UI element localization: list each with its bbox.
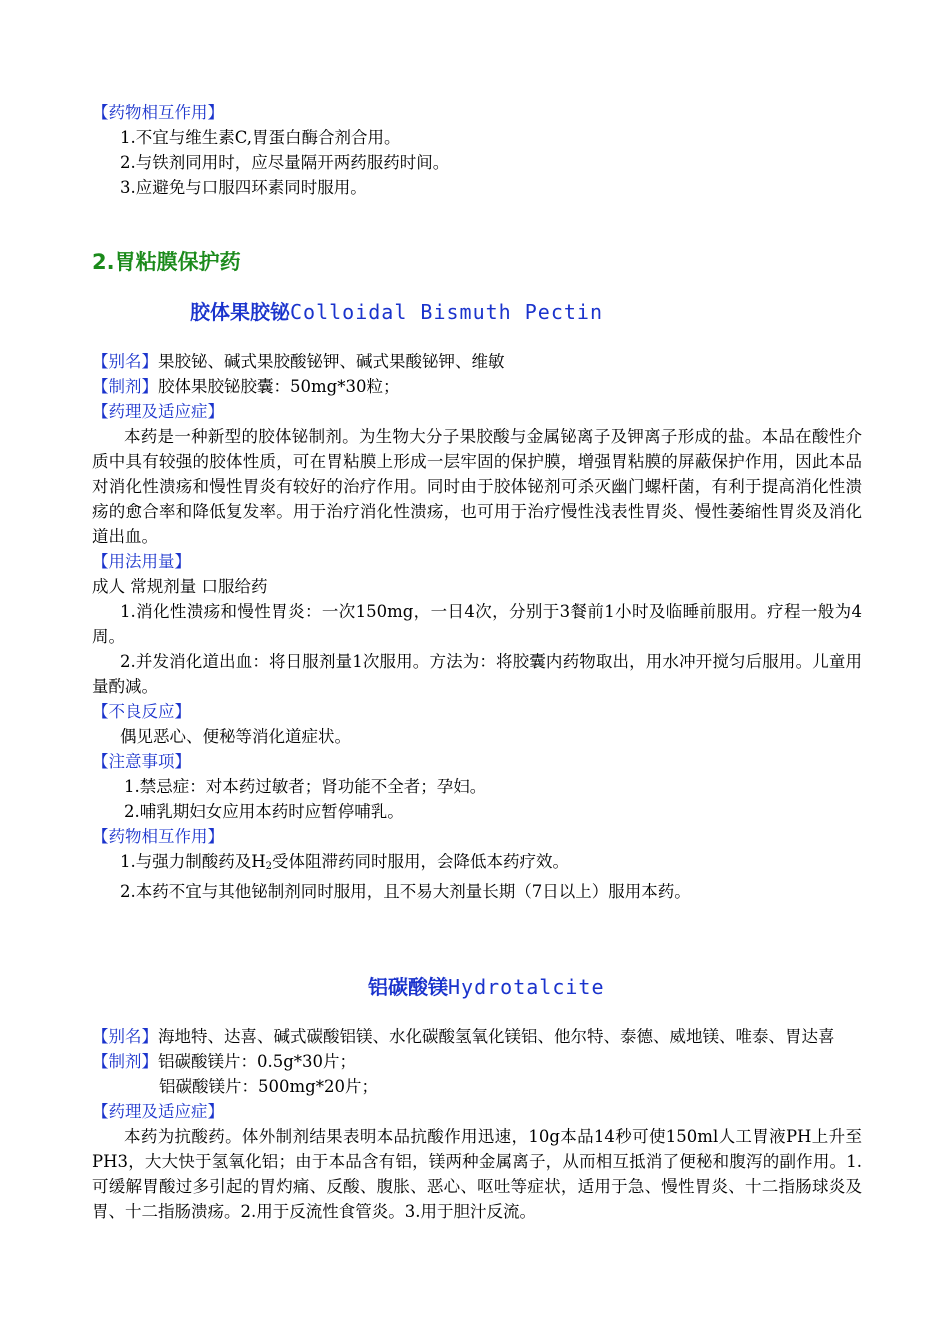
prep-text: 铝碳酸镁片：0.5g*30片；: [158, 1052, 357, 1071]
usage-item: 2.并发消化道出血：将日服剂量1次服用。方法为：将胶囊内药物取出，用水冲开搅匀后服用。儿童用量酌减。: [92, 652, 862, 696]
interaction-text: 受体阻滞药同时服用，会降低本药疗效。: [272, 852, 570, 871]
document-page: [92, 100, 862, 1224]
drug-name-cn: 铝碳酸镁: [368, 975, 448, 999]
pharm-heading: 【药理及适应症】: [92, 1102, 224, 1121]
alias-text: 海地特、达喜、碱式碳酸铝镁、水化碳酸氢氧化镁铝、他尔特、泰德、威地镁、唯泰、胃达喜: [158, 1027, 835, 1046]
caution-item: 2.哺乳期妇女应用本药时应暂停哺乳。: [124, 802, 404, 821]
drug-title: [92, 297, 862, 327]
interaction-item: 2.与铁剂同用时，应尽量隔开两药服药时间。: [120, 153, 450, 172]
pharm-text: 本药为抗酸药。体外制剂结果表明本品抗酸作用迅速，10g本品14秒可使150ml人工胃液PH上升至PH3，大大快于氢氧化铝；由于本品含有铝，镁两种金属离子，从而相互抵消了便秘和腹泻的副作用。1.可缓解胃酸过多引起的胃灼痛、反酸、腹胀、恶心、呕吐等症状，适用于急、慢性胃炎、十二指肠球炎及胃、十二指肠溃疡。2.用于反流性食管炎。3.用于胆汁反流。: [92, 1127, 862, 1221]
alias-tag: 【别名】: [92, 1027, 158, 1046]
alias-row: [92, 349, 862, 374]
interaction-item: [92, 849, 862, 879]
interaction-item: 3.应避免与口服四环素同时服用。: [120, 178, 367, 197]
subscript: 2: [265, 861, 273, 872]
prep-tag: 【制剂】: [92, 1052, 158, 1071]
section-title: 2.胃粘膜保护药: [92, 250, 241, 274]
prep-text: 铝碳酸镁片：500mg*20片；: [159, 1077, 378, 1096]
usage-heading: 【用法用量】: [92, 552, 191, 571]
prep-text: 胶体果胶铋胶囊：50mg*30粒；: [158, 377, 400, 396]
adverse-text: 偶见恶心、便秘等消化道症状。: [120, 727, 351, 746]
alias-tag: 【别名】: [92, 352, 158, 371]
alias-text: 果胶铋、碱式果胶酸铋钾、碱式果酸铋钾、维敏: [158, 352, 505, 371]
adverse-heading: 【不良反应】: [92, 702, 191, 721]
drug-name-cn: 胶体果胶铋: [190, 300, 290, 324]
prep-row: [92, 374, 862, 399]
usage-head: 成人 常规剂量 口服给药: [92, 577, 268, 596]
usage-item: 1.消化性溃疡和慢性胃炎：一次150mg，一日4次，分别于3餐前1小时及临睡前服用。疗程一般为4周。: [92, 602, 862, 646]
caution-heading: 【注意事项】: [92, 752, 191, 771]
interaction-heading: 【药物相互作用】: [92, 827, 224, 846]
alias-row: [92, 1024, 862, 1049]
interaction-text: 1.与强力制酸药及H: [120, 852, 266, 871]
interaction-item: 1.不宜与维生素C,胃蛋白酶合剂合用。: [120, 128, 401, 147]
interaction-item: 2.本药不宜与其他铋制剂同时服用，且不易大剂量长期（7日以上）服用本药。: [120, 882, 691, 901]
caution-item: 1.禁忌症：对本药过敏者；肾功能不全者；孕妇。: [124, 777, 487, 796]
drug-name-en: Colloidal Bismuth Pectin: [290, 300, 603, 324]
pharm-heading: 【药理及适应症】: [92, 402, 224, 421]
drug-name-en: Hydrotalcite: [448, 975, 605, 999]
prep-tag: 【制剂】: [92, 377, 158, 396]
pharm-text: 本药是一种新型的胶体铋制剂。为生物大分子果胶酸与金属铋离子及钾离子形成的盐。本品在酸性介质中具有较强的胶体性质，可在胃粘膜上形成一层牢固的保护膜，增强胃粘膜的屏蔽保护作用，因此本品对消化性溃疡和慢性胃炎有较好的治疗作用。同时由于胶体铋剂可杀灭幽门螺杆菌，有利于提高消化性溃疡的愈合率和降低复发率。用于治疗消化性溃疡，也可用于治疗慢性浅表性胃炎、慢性萎缩性胃炎及消化道出血。: [92, 427, 862, 546]
drug-title: [92, 972, 862, 1002]
prep-row: [92, 1049, 862, 1074]
interaction-heading: 【药物相互作用】: [92, 103, 224, 122]
